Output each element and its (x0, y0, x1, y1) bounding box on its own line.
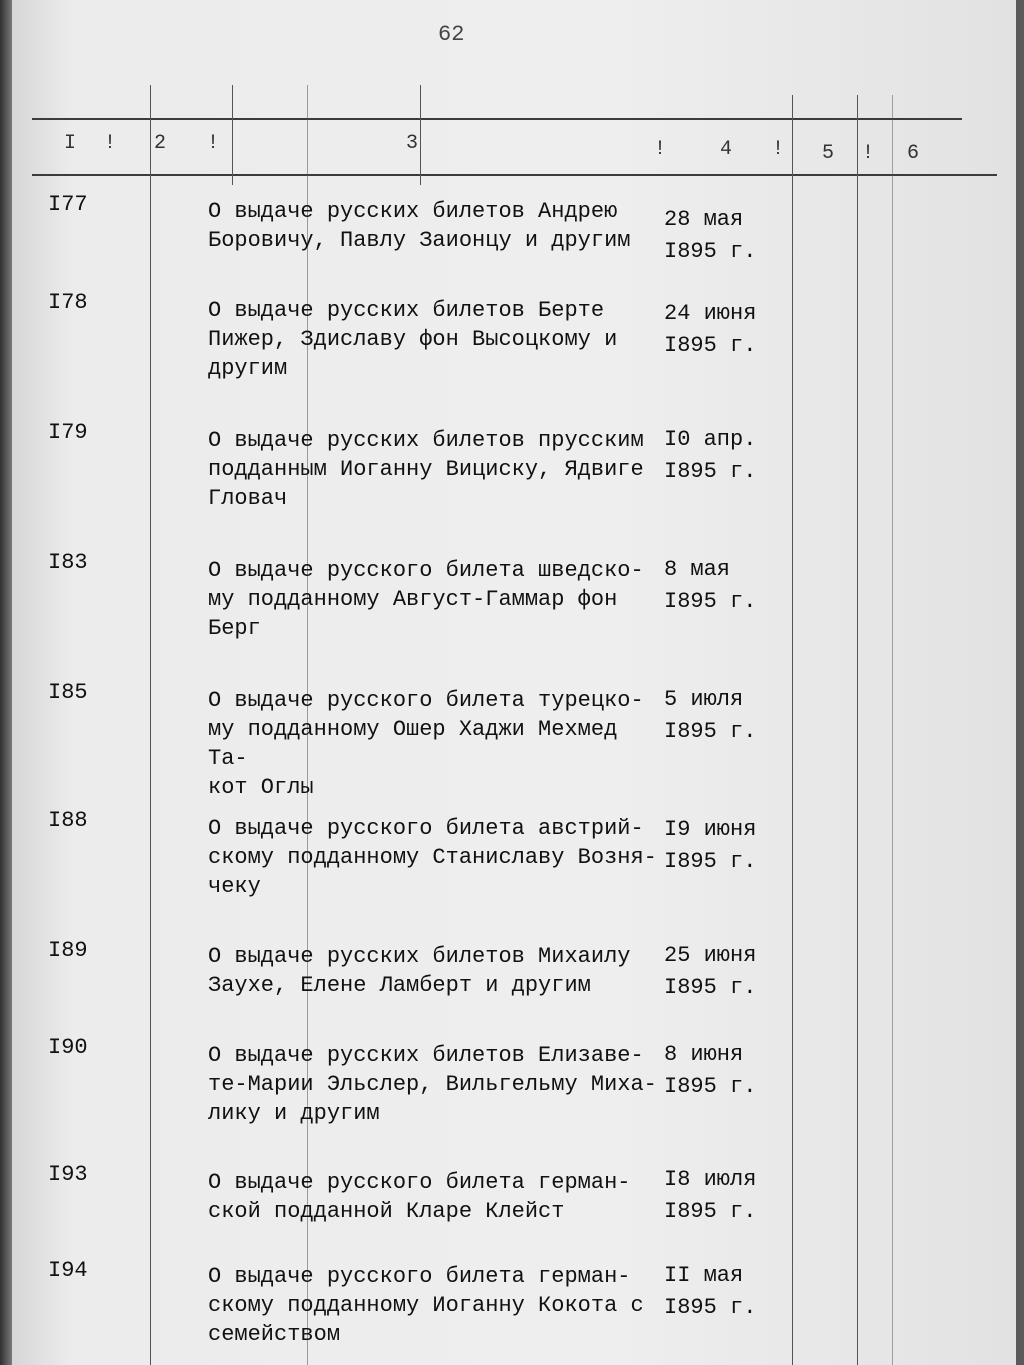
header-top-rule (32, 118, 962, 120)
row-description: О выдаче русского билета турецко- му подданному Ошер Хаджи Мехмед Та- кот Оглы (208, 688, 644, 800)
column-rule-6 (857, 95, 858, 1365)
column-rule-2 (232, 85, 233, 185)
row-date: 5 июля I895 г. (664, 687, 757, 744)
row-description: О выдаче русских билетов Андрею Боровичу, Павлу Заионцу и другим (208, 199, 631, 253)
row-date: I9 июня I895 г. (664, 817, 757, 874)
document-page (12, 0, 1016, 1365)
row-number: I78 (48, 290, 88, 315)
row-date: I0 апр. I895 г. (664, 427, 757, 484)
header-col-5: 5 (822, 142, 835, 165)
header-bottom-rule (32, 174, 997, 176)
row-number: I94 (48, 1258, 88, 1283)
header-sep-3: ! (654, 138, 667, 161)
row-date: 25 июня I895 г. (664, 943, 757, 1000)
row-date: I8 июля I895 г. (664, 1167, 757, 1224)
row-date: II мая I895 г. (664, 1263, 757, 1320)
header-sep-1: ! (104, 132, 117, 155)
header-sep-2: ! (207, 132, 220, 155)
row-description: О выдаче русского билета австрий- скому подданному Станиславу Возня- чеку (208, 816, 657, 899)
row-number: I83 (48, 550, 88, 575)
header-col-3: 3 (406, 132, 419, 155)
header-col-4: 4 (720, 138, 733, 161)
header-col-1: I (64, 132, 77, 155)
header-col-2: 2 (154, 132, 167, 155)
row-number: I85 (48, 680, 88, 705)
column-rule-1 (150, 85, 151, 1365)
row-description: О выдаче русских билетов Елизаве- те-Марии Эльслер, Вильгельму Миха- лику и другим (208, 1043, 657, 1126)
row-number: I93 (48, 1162, 88, 1187)
row-date: 24 июня I895 г. (664, 301, 757, 358)
row-description: О выдаче русских билетов Берте Пижер, Здиславу фон Высоцкому и другим (208, 298, 618, 381)
row-number: I79 (48, 420, 88, 445)
row-description: О выдаче русского билета шведско- му подданному Август-Гаммар фон Берг (208, 558, 644, 641)
row-date: 28 мая I895 г. (664, 207, 757, 264)
header-sep-5: ! (862, 142, 875, 165)
column-rule-4 (420, 85, 421, 185)
page-number: 62 (438, 22, 465, 47)
page-binding (0, 0, 12, 1365)
row-number: I90 (48, 1035, 88, 1060)
column-rule-5 (792, 95, 793, 1365)
row-description: О выдаче русских билетов прусским подданным Иоганну Вициску, Ядвиге Гловач (208, 428, 644, 511)
header-sep-4: ! (772, 138, 785, 161)
row-description: О выдаче русского билета герман- скому подданному Иоганну Кокота с семейством (208, 1264, 644, 1347)
row-date: 8 мая I895 г. (664, 557, 757, 614)
row-description: О выдаче русского билета герман- ской подданной Кларе Клейст (208, 1170, 631, 1224)
row-date: 8 июня I895 г. (664, 1042, 757, 1099)
row-number: I77 (48, 192, 88, 217)
header-col-6: 6 (907, 142, 920, 165)
row-description: О выдаче русских билетов Михаилу Заухе, Елене Ламберт и другим (208, 944, 631, 998)
row-number: I89 (48, 938, 88, 963)
row-number: I88 (48, 808, 88, 833)
column-rule-7 (892, 95, 893, 1365)
